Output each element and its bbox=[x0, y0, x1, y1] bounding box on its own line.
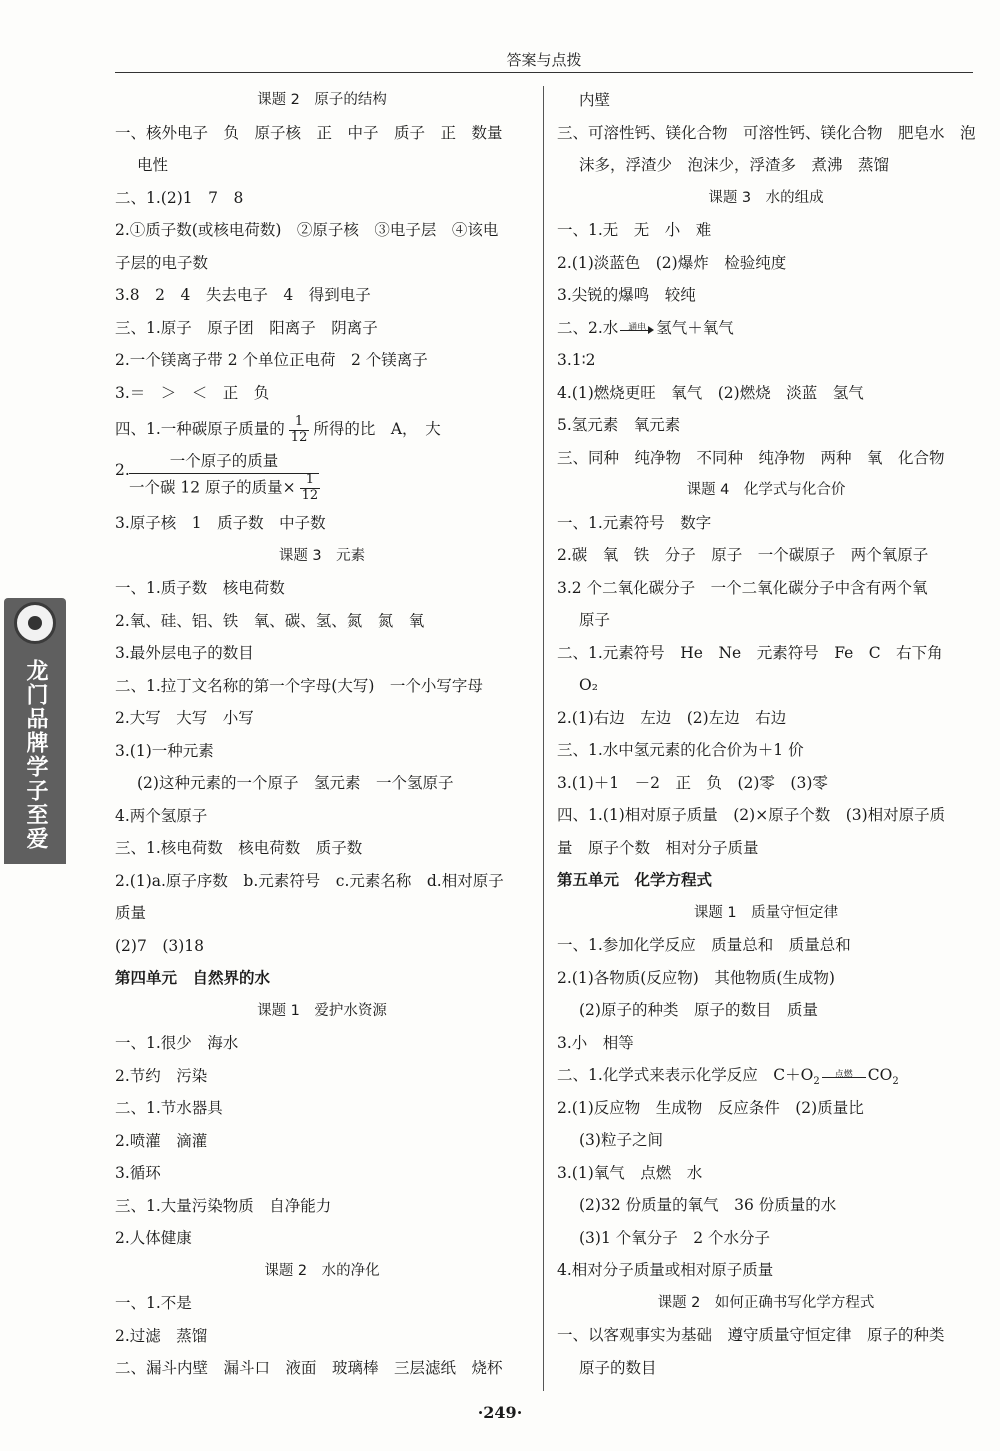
column-divider bbox=[543, 86, 544, 1391]
left-column bbox=[115, 84, 529, 1385]
answer-line: 2.喷灌 滴灌 bbox=[115, 1131, 208, 1150]
answer-line: 3.2 个二氧化碳分子 一个二氧化碳分子中含有两个氧 bbox=[557, 578, 928, 597]
side-banner-text bbox=[6, 652, 64, 858]
answer-line: 二、1.拉丁文名称的第一个字母(大写) 一个小写字母 bbox=[115, 676, 483, 695]
answer-line: 3.小 相等 bbox=[557, 1033, 634, 1052]
answer-line: 3.(1)一种元素 bbox=[115, 741, 214, 760]
answer-line: 原子 bbox=[579, 611, 611, 629]
answer-text: 四、1.一种碳原子质量的 bbox=[115, 420, 285, 438]
answer-line: 三、1.原子 原子团 阳离子 阴离子 bbox=[115, 318, 378, 337]
section-title: 课题 2 水的净化 bbox=[264, 1262, 380, 1279]
answer-line: 一、1.无 无 小 难 bbox=[557, 221, 712, 239]
answer-line: 2.大写 大写 小写 bbox=[115, 709, 254, 727]
banner-circle-icon bbox=[14, 602, 56, 644]
answer-line-with-fraction bbox=[115, 409, 529, 449]
answer-line: 三、1.核电荷数 核电荷数 质子数 bbox=[115, 839, 363, 857]
header-rule bbox=[115, 72, 973, 73]
page-number: ·249· bbox=[477, 1403, 523, 1422]
answer-line: 一、1.参加化学反应 质量总和 质量总和 bbox=[557, 936, 851, 954]
answer-line: 4.两个氢原子 bbox=[115, 806, 208, 825]
answer-line: 2.人体健康 bbox=[115, 1229, 192, 1247]
reaction-condition: 点燃 bbox=[834, 1070, 853, 1080]
answer-text: CO bbox=[867, 1066, 893, 1084]
fraction bbox=[289, 415, 310, 446]
fraction-numerator: 1 bbox=[289, 415, 310, 431]
section-title: 课题 1 爱护水资源 bbox=[257, 1002, 387, 1019]
answer-line: 三、1.水中氢元素的化合价为＋1 价 bbox=[557, 741, 804, 759]
answer-line: 二、1.(2)1 7 8 bbox=[115, 188, 244, 207]
answer-line: 量 原子个数 相对分子质量 bbox=[557, 838, 759, 857]
answer-line: 2.①质子数(或核电荷数) ②原子核 ③电子层 ④该电 bbox=[115, 221, 499, 239]
answer-line: 3.原子核 1 质子数 中子数 bbox=[115, 514, 326, 532]
answer-line: (3)粒子之间 bbox=[579, 1131, 663, 1149]
answer-line: 3.8 2 4 失去电子 4 得到电子 bbox=[115, 286, 371, 304]
section-title: 课题 3 元素 bbox=[278, 547, 366, 564]
formula-denominator bbox=[129, 473, 324, 501]
section-title: 课题 1 质量守恒定律 bbox=[693, 904, 839, 921]
answer-line: 5.氢元素 氧元素 bbox=[557, 416, 681, 434]
answer-line: 一、1.很少 海水 bbox=[115, 1034, 239, 1052]
answer-line: 一、以客观事实为基础 遵守质量守恒定律 原子的种类 bbox=[557, 1326, 945, 1344]
answer-line: (3)1 个氧分子 2 个水分子 bbox=[579, 1228, 771, 1247]
answer-line: 原子的数目 bbox=[579, 1358, 657, 1377]
answer-line: 一、1.质子数 核电荷数 bbox=[115, 579, 285, 597]
running-header: 答案与点拨 bbox=[506, 51, 582, 69]
answer-line: 一、1.元素符号 数字 bbox=[557, 513, 712, 532]
answer-line: 一、核外电子 负 原子核 正 中子 质子 正 数量 bbox=[115, 123, 503, 142]
answer-line: 沫多，浮渣少 泡沫少，浮渣多 煮沸 蒸馏 bbox=[579, 156, 890, 174]
formula-numerator: 一个原子的质量 bbox=[129, 449, 319, 474]
answer-text: 二、1.化学式来表示化学反应 C＋O bbox=[557, 1066, 814, 1084]
answer-line: 四、1.(1)相对原子质量 (2)×原子个数 (3)相对原子质 bbox=[557, 806, 946, 824]
mass-ratio-formula bbox=[115, 449, 529, 501]
reaction-condition: 通电 bbox=[628, 322, 647, 333]
right-column bbox=[557, 84, 975, 1384]
fraction-denominator: 12 bbox=[301, 487, 319, 503]
answer-line: 2.(1)淡蓝色 (2)爆炸 检验纯度 bbox=[557, 253, 787, 272]
answer-line: 三、同种 纯净物 不同种 纯净物 两种 氧 化合物 bbox=[557, 448, 945, 467]
side-banner-line2: 学子至爱 bbox=[23, 755, 48, 851]
answer-line: 内壁 bbox=[579, 91, 611, 109]
reaction-arrow-icon bbox=[620, 324, 654, 334]
answer-line: 2.(1)右边 左边 (2)左边 右边 bbox=[557, 708, 787, 727]
answer-line: 3.(1)氧气 点燃 水 bbox=[557, 1163, 703, 1182]
answer-line: 2.碳 氧 铁 分子 原子 一个碳原子 两个氧原子 bbox=[557, 546, 929, 564]
fraction bbox=[300, 473, 321, 504]
section-title: 课题 2 原子的结构 bbox=[257, 92, 387, 108]
item-number: 2. bbox=[115, 461, 130, 479]
answer-line: 3.＝ ＞ ＜ 正 负 bbox=[115, 383, 270, 402]
unit-heading: 第四单元 自然界的水 bbox=[115, 969, 271, 987]
answer-line: (2)原子的种类 原子的数目 质量 bbox=[579, 1001, 818, 1019]
answer-line: 3.循环 bbox=[115, 1164, 161, 1182]
answer-line: 2.节约 污染 bbox=[115, 1066, 208, 1085]
answer-line: 三、1.大量污染物质 自净能力 bbox=[115, 1196, 332, 1215]
answer-line: 2.(1)a.原子序数 b.元素符号 c.元素名称 d.相对原子 bbox=[115, 871, 504, 890]
section-title: 课题 4 化学式与化合价 bbox=[686, 482, 846, 498]
answer-line: 3.尖锐的爆鸣 较纯 bbox=[557, 286, 696, 304]
answer-line: 电性 bbox=[137, 156, 169, 174]
side-banner-line1: 龙门品牌 bbox=[23, 659, 48, 755]
answer-line: 二、1.元素符号 He Ne 元素符号 Fe C 右下角 bbox=[557, 643, 943, 662]
answer-line: 二、漏斗内壁 漏斗口 液面 玻璃棒 三层滤纸 烧杯 bbox=[115, 1359, 503, 1377]
answer-line: 2.一个镁离子带 2 个单位正电荷 2 个镁离子 bbox=[115, 351, 428, 369]
equation-line bbox=[557, 1059, 975, 1092]
unit-heading: 第五单元 化学方程式 bbox=[557, 871, 713, 889]
answer-line: 2.(1)反应物 生成物 反应条件 (2)质量比 bbox=[557, 1098, 864, 1117]
answer-line: (2)这种元素的一个原子 氢元素 一个氢原子 bbox=[137, 774, 454, 792]
subscript: 2 bbox=[892, 1076, 899, 1088]
subscript: 2 bbox=[813, 1076, 820, 1088]
answer-line: 4.相对分子质量或相对原子质量 bbox=[557, 1261, 774, 1279]
answer-line: 质量 bbox=[115, 904, 147, 922]
answer-line: 2.(1)各物质(反应物) 其他物质(生成物) bbox=[557, 968, 835, 987]
answer-line: (2)32 份质量的氧气 36 份质量的水 bbox=[579, 1196, 837, 1214]
answer-line: O₂ bbox=[579, 676, 598, 694]
answer-text: 所得的比 A， 大 bbox=[313, 420, 441, 438]
answer-line: (2)7 (3)18 bbox=[115, 936, 204, 955]
answer-line: 三、可溶性钙、镁化合物 可溶性钙、镁化合物 肥皂水 泡 bbox=[557, 123, 976, 142]
answer-line: 子层的电子数 bbox=[115, 253, 209, 272]
equation-line bbox=[557, 312, 975, 345]
section-title: 课题 3 水的组成 bbox=[708, 189, 824, 206]
answer-line: 3.最外层电子的数目 bbox=[115, 644, 254, 662]
answer-line: 3.(1)＋1 －2 正 负 (2)零 (3)零 bbox=[557, 773, 828, 792]
answer-line: 2.过滤 蒸馏 bbox=[115, 1326, 208, 1345]
fraction-denominator: 12 bbox=[290, 429, 308, 445]
answer-line: 3.1∶2 bbox=[557, 351, 596, 369]
formula-denominator-text: 一个碳 12 原子的质量× bbox=[129, 478, 296, 497]
answer-line: 4.(1)燃烧更旺 氧气 (2)燃烧 淡蓝 氢气 bbox=[557, 383, 864, 402]
section-title: 课题 2 如何正确书写化学方程式 bbox=[657, 1294, 875, 1311]
answer-text: 二、2.水 bbox=[557, 318, 619, 337]
answer-line: 二、1.节水器具 bbox=[115, 1099, 223, 1117]
fraction-numerator: 1 bbox=[300, 473, 321, 489]
reaction-equals-icon bbox=[822, 1071, 866, 1081]
answer-text: 氢气＋氧气 bbox=[656, 318, 734, 337]
answer-line: 2.氧、硅、铝、铁 氧、碳、氢、氮 氮 氧 bbox=[115, 611, 425, 630]
answer-line: 一、1.不是 bbox=[115, 1294, 192, 1312]
